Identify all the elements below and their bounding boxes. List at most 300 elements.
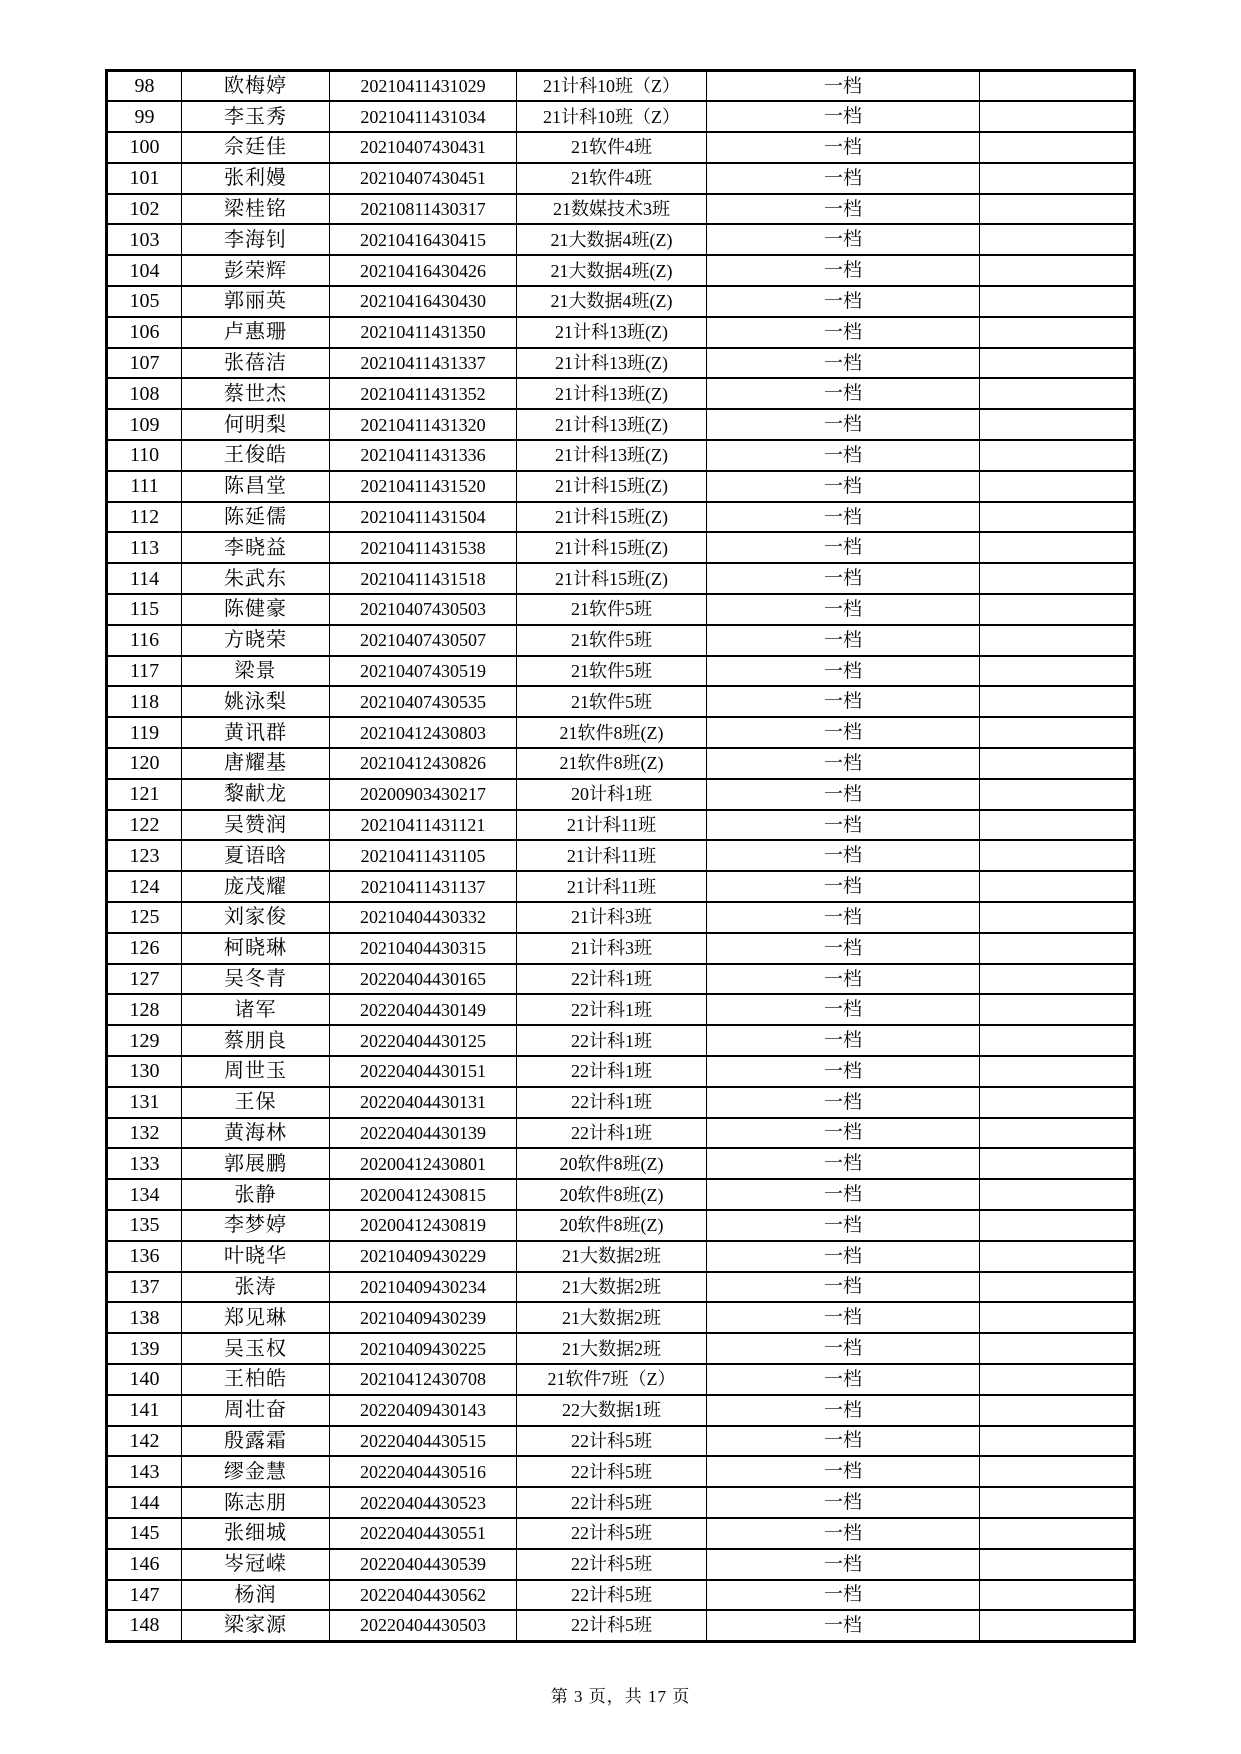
class-cell: 21计科3班 xyxy=(517,902,707,933)
row-number-cell: 100 xyxy=(107,132,182,163)
table-row xyxy=(107,933,1135,964)
student-name-cell: 彭荣辉 xyxy=(182,255,330,286)
class-cell: 21计科11班 xyxy=(517,840,707,871)
class-cell: 21软件8班(Z) xyxy=(517,717,707,748)
student-id-cell: 20210407430431 xyxy=(330,132,517,163)
level-cell: 一档 xyxy=(707,1272,980,1303)
table-row xyxy=(107,748,1135,779)
table-row xyxy=(107,810,1135,841)
row-number-cell: 135 xyxy=(107,1210,182,1241)
student-name-cell: 梁桂铭 xyxy=(182,194,330,225)
student-id-cell: 20220404430503 xyxy=(330,1610,517,1641)
table-row xyxy=(107,964,1135,995)
note-cell xyxy=(980,502,1135,533)
student-name-cell: 李海钊 xyxy=(182,224,330,255)
roster-body xyxy=(107,71,1135,1642)
level-cell: 一档 xyxy=(707,1210,980,1241)
note-cell xyxy=(980,1148,1135,1179)
level-cell: 一档 xyxy=(707,964,980,995)
note-cell xyxy=(980,1272,1135,1303)
class-cell: 21计科10班（Z） xyxy=(517,101,707,132)
student-name-cell: 姚泳梨 xyxy=(182,686,330,717)
table-row xyxy=(107,779,1135,810)
row-number-cell: 123 xyxy=(107,840,182,871)
class-cell: 22计科1班 xyxy=(517,1056,707,1087)
student-id-cell: 20210404430332 xyxy=(330,902,517,933)
student-id-cell: 20200412430819 xyxy=(330,1210,517,1241)
student-id-cell: 20210412430708 xyxy=(330,1364,517,1395)
note-cell xyxy=(980,1364,1135,1395)
class-cell: 21软件5班 xyxy=(517,656,707,687)
level-cell: 一档 xyxy=(707,1179,980,1210)
note-cell xyxy=(980,1025,1135,1056)
student-id-cell: 20220404430149 xyxy=(330,994,517,1025)
student-id-cell: 20210416430415 xyxy=(330,224,517,255)
student-name-cell: 周壮奋 xyxy=(182,1395,330,1426)
class-cell: 22计科1班 xyxy=(517,1087,707,1118)
row-number-cell: 120 xyxy=(107,748,182,779)
level-cell: 一档 xyxy=(707,255,980,286)
row-number-cell: 113 xyxy=(107,532,182,563)
level-cell: 一档 xyxy=(707,532,980,563)
level-cell: 一档 xyxy=(707,286,980,317)
row-number-cell: 138 xyxy=(107,1302,182,1333)
student-name-cell: 诸军 xyxy=(182,994,330,1025)
student-name-cell: 陈延儒 xyxy=(182,502,330,533)
row-number-cell: 116 xyxy=(107,625,182,656)
student-name-cell: 佘廷佳 xyxy=(182,132,330,163)
student-name-cell: 缪金慧 xyxy=(182,1456,330,1487)
row-number-cell: 141 xyxy=(107,1395,182,1426)
student-id-cell: 20210409430229 xyxy=(330,1241,517,1272)
class-cell: 21软件5班 xyxy=(517,686,707,717)
note-cell xyxy=(980,994,1135,1025)
row-number-cell: 134 xyxy=(107,1179,182,1210)
table-row xyxy=(107,1426,1135,1457)
level-cell: 一档 xyxy=(707,194,980,225)
class-cell: 21计科11班 xyxy=(517,810,707,841)
class-cell: 21大数据2班 xyxy=(517,1333,707,1364)
note-cell xyxy=(980,71,1135,102)
level-cell: 一档 xyxy=(707,871,980,902)
level-cell: 一档 xyxy=(707,224,980,255)
student-name-cell: 吴赞润 xyxy=(182,810,330,841)
level-cell: 一档 xyxy=(707,378,980,409)
student-name-cell: 张利嫚 xyxy=(182,163,330,194)
row-number-cell: 114 xyxy=(107,563,182,594)
student-id-cell: 20210411431350 xyxy=(330,317,517,348)
table-row xyxy=(107,1518,1135,1549)
table-row xyxy=(107,1364,1135,1395)
class-cell: 21软件4班 xyxy=(517,132,707,163)
student-id-cell: 20210411431029 xyxy=(330,71,517,102)
note-cell xyxy=(980,563,1135,594)
class-cell: 20软件8班(Z) xyxy=(517,1179,707,1210)
student-id-cell: 20210411431337 xyxy=(330,348,517,379)
student-id-cell: 20220404430523 xyxy=(330,1487,517,1518)
student-name-cell: 欧梅婷 xyxy=(182,71,330,102)
level-cell: 一档 xyxy=(707,1518,980,1549)
student-name-cell: 李晓益 xyxy=(182,532,330,563)
level-cell: 一档 xyxy=(707,1241,980,1272)
level-cell: 一档 xyxy=(707,594,980,625)
student-name-cell: 岑冠嵘 xyxy=(182,1549,330,1580)
note-cell xyxy=(980,1302,1135,1333)
note-cell xyxy=(980,532,1135,563)
class-cell: 21大数据4班(Z) xyxy=(517,286,707,317)
table-row xyxy=(107,1395,1135,1426)
level-cell: 一档 xyxy=(707,1456,980,1487)
student-id-cell: 20210416430430 xyxy=(330,286,517,317)
student-id-cell: 20210407430535 xyxy=(330,686,517,717)
student-id-cell: 20210412430803 xyxy=(330,717,517,748)
row-number-cell: 130 xyxy=(107,1056,182,1087)
student-name-cell: 王柏皓 xyxy=(182,1364,330,1395)
row-number-cell: 102 xyxy=(107,194,182,225)
student-name-cell: 郭展鹏 xyxy=(182,1148,330,1179)
student-id-cell: 20210411431121 xyxy=(330,810,517,841)
level-cell: 一档 xyxy=(707,440,980,471)
student-id-cell: 20220404430125 xyxy=(330,1025,517,1056)
note-cell xyxy=(980,748,1135,779)
class-cell: 21大数据2班 xyxy=(517,1302,707,1333)
class-cell: 21计科13班(Z) xyxy=(517,409,707,440)
student-name-cell: 周世玉 xyxy=(182,1056,330,1087)
class-cell: 21大数据2班 xyxy=(517,1241,707,1272)
class-cell: 22计科5班 xyxy=(517,1426,707,1457)
note-cell xyxy=(980,317,1135,348)
student-name-cell: 陈健豪 xyxy=(182,594,330,625)
note-cell xyxy=(980,1395,1135,1426)
table-row xyxy=(107,409,1135,440)
table-row xyxy=(107,1087,1135,1118)
student-id-cell: 20220404430151 xyxy=(330,1056,517,1087)
row-number-cell: 148 xyxy=(107,1610,182,1641)
note-cell xyxy=(980,656,1135,687)
level-cell: 一档 xyxy=(707,563,980,594)
table-row xyxy=(107,871,1135,902)
row-number-cell: 107 xyxy=(107,348,182,379)
student-id-cell: 20220409430143 xyxy=(330,1395,517,1426)
table-row xyxy=(107,1549,1135,1580)
row-number-cell: 106 xyxy=(107,317,182,348)
note-cell xyxy=(980,1056,1135,1087)
student-name-cell: 庞茂耀 xyxy=(182,871,330,902)
student-name-cell: 陈昌堂 xyxy=(182,471,330,502)
table-row xyxy=(107,132,1135,163)
row-number-cell: 143 xyxy=(107,1456,182,1487)
level-cell: 一档 xyxy=(707,748,980,779)
student-name-cell: 黄讯群 xyxy=(182,717,330,748)
table-row xyxy=(107,163,1135,194)
student-id-cell: 20210411431538 xyxy=(330,532,517,563)
student-name-cell: 夏语晗 xyxy=(182,840,330,871)
table-row xyxy=(107,840,1135,871)
table-row xyxy=(107,1210,1135,1241)
class-cell: 21计科15班(Z) xyxy=(517,563,707,594)
class-cell: 22计科5班 xyxy=(517,1518,707,1549)
class-cell: 21大数据4班(Z) xyxy=(517,224,707,255)
student-id-cell: 20220404430539 xyxy=(330,1549,517,1580)
table-row xyxy=(107,255,1135,286)
note-cell xyxy=(980,1333,1135,1364)
row-number-cell: 142 xyxy=(107,1426,182,1457)
table-row xyxy=(107,532,1135,563)
student-name-cell: 陈志朋 xyxy=(182,1487,330,1518)
row-number-cell: 124 xyxy=(107,871,182,902)
level-cell: 一档 xyxy=(707,1395,980,1426)
level-cell: 一档 xyxy=(707,1118,980,1149)
note-cell xyxy=(980,224,1135,255)
student-id-cell: 20210407430519 xyxy=(330,656,517,687)
table-row xyxy=(107,348,1135,379)
level-cell: 一档 xyxy=(707,1056,980,1087)
level-cell: 一档 xyxy=(707,625,980,656)
level-cell: 一档 xyxy=(707,71,980,102)
note-cell xyxy=(980,471,1135,502)
row-number-cell: 109 xyxy=(107,409,182,440)
level-cell: 一档 xyxy=(707,471,980,502)
class-cell: 21计科13班(Z) xyxy=(517,378,707,409)
student-name-cell: 叶晓华 xyxy=(182,1241,330,1272)
level-cell: 一档 xyxy=(707,1487,980,1518)
student-name-cell: 王俊皓 xyxy=(182,440,330,471)
note-cell xyxy=(980,163,1135,194)
student-name-cell: 卢惠珊 xyxy=(182,317,330,348)
student-id-cell: 20210411431518 xyxy=(330,563,517,594)
row-number-cell: 98 xyxy=(107,71,182,102)
class-cell: 21计科10班（Z） xyxy=(517,71,707,102)
note-cell xyxy=(980,440,1135,471)
row-number-cell: 136 xyxy=(107,1241,182,1272)
row-number-cell: 140 xyxy=(107,1364,182,1395)
table-row xyxy=(107,563,1135,594)
student-id-cell: 20210407430507 xyxy=(330,625,517,656)
note-cell xyxy=(980,1456,1135,1487)
row-number-cell: 137 xyxy=(107,1272,182,1303)
table-row xyxy=(107,224,1135,255)
table-row xyxy=(107,1056,1135,1087)
note-cell xyxy=(980,594,1135,625)
row-number-cell: 105 xyxy=(107,286,182,317)
row-number-cell: 108 xyxy=(107,378,182,409)
student-name-cell: 张细城 xyxy=(182,1518,330,1549)
table-row xyxy=(107,717,1135,748)
student-name-cell: 朱武东 xyxy=(182,563,330,594)
class-cell: 21计科15班(Z) xyxy=(517,532,707,563)
class-cell: 21计科15班(Z) xyxy=(517,471,707,502)
note-cell xyxy=(980,194,1135,225)
class-cell: 22计科1班 xyxy=(517,964,707,995)
level-cell: 一档 xyxy=(707,1580,980,1611)
table-row xyxy=(107,378,1135,409)
student-name-cell: 黄海林 xyxy=(182,1118,330,1149)
table-row xyxy=(107,1179,1135,1210)
note-cell xyxy=(980,255,1135,286)
class-cell: 21计科11班 xyxy=(517,871,707,902)
class-cell: 21软件7班（Z） xyxy=(517,1364,707,1395)
row-number-cell: 144 xyxy=(107,1487,182,1518)
class-cell: 21软件5班 xyxy=(517,625,707,656)
table-row xyxy=(107,502,1135,533)
student-id-cell: 20220404430515 xyxy=(330,1426,517,1457)
table-row xyxy=(107,471,1135,502)
level-cell: 一档 xyxy=(707,101,980,132)
table-row xyxy=(107,1025,1135,1056)
student-id-cell: 20210411431520 xyxy=(330,471,517,502)
row-number-cell: 147 xyxy=(107,1580,182,1611)
student-name-cell: 黎献龙 xyxy=(182,779,330,810)
table-row xyxy=(107,194,1135,225)
level-cell: 一档 xyxy=(707,1025,980,1056)
student-id-cell: 20210411431352 xyxy=(330,378,517,409)
note-cell xyxy=(980,1241,1135,1272)
table-row xyxy=(107,1610,1135,1641)
row-number-cell: 119 xyxy=(107,717,182,748)
student-id-cell: 20220404430139 xyxy=(330,1118,517,1149)
note-cell xyxy=(980,1087,1135,1118)
student-name-cell: 刘家俊 xyxy=(182,902,330,933)
table-row xyxy=(107,902,1135,933)
student-id-cell: 20220404430551 xyxy=(330,1518,517,1549)
table-row xyxy=(107,71,1135,102)
table-row xyxy=(107,1241,1135,1272)
row-number-cell: 111 xyxy=(107,471,182,502)
level-cell: 一档 xyxy=(707,317,980,348)
class-cell: 22计科5班 xyxy=(517,1580,707,1611)
student-id-cell: 20220404430562 xyxy=(330,1580,517,1611)
note-cell xyxy=(980,1549,1135,1580)
note-cell xyxy=(980,1118,1135,1149)
table-row xyxy=(107,994,1135,1025)
table-row xyxy=(107,101,1135,132)
row-number-cell: 122 xyxy=(107,810,182,841)
student-name-cell: 李梦婷 xyxy=(182,1210,330,1241)
note-cell xyxy=(980,625,1135,656)
student-name-cell: 吴玉权 xyxy=(182,1333,330,1364)
student-id-cell: 20210811430317 xyxy=(330,194,517,225)
student-name-cell: 何明梨 xyxy=(182,409,330,440)
page-footer: 第 3 页，共 17 页 xyxy=(550,1687,691,1706)
class-cell: 21计科13班(Z) xyxy=(517,348,707,379)
student-id-cell: 20210412430826 xyxy=(330,748,517,779)
level-cell: 一档 xyxy=(707,1610,980,1641)
note-cell xyxy=(980,409,1135,440)
table-row xyxy=(107,1580,1135,1611)
level-cell: 一档 xyxy=(707,502,980,533)
row-number-cell: 118 xyxy=(107,686,182,717)
class-cell: 21软件4班 xyxy=(517,163,707,194)
level-cell: 一档 xyxy=(707,717,980,748)
level-cell: 一档 xyxy=(707,1087,980,1118)
row-number-cell: 104 xyxy=(107,255,182,286)
student-name-cell: 郑见琳 xyxy=(182,1302,330,1333)
class-cell: 21软件8班(Z) xyxy=(517,748,707,779)
level-cell: 一档 xyxy=(707,409,980,440)
level-cell: 一档 xyxy=(707,348,980,379)
row-number-cell: 101 xyxy=(107,163,182,194)
level-cell: 一档 xyxy=(707,1333,980,1364)
row-number-cell: 126 xyxy=(107,933,182,964)
level-cell: 一档 xyxy=(707,656,980,687)
class-cell: 22计科1班 xyxy=(517,994,707,1025)
class-cell: 21大数据2班 xyxy=(517,1272,707,1303)
class-cell: 20软件8班(Z) xyxy=(517,1148,707,1179)
note-cell xyxy=(980,1487,1135,1518)
row-number-cell: 145 xyxy=(107,1518,182,1549)
student-id-cell: 20210411431034 xyxy=(330,101,517,132)
row-number-cell: 117 xyxy=(107,656,182,687)
class-cell: 21计科3班 xyxy=(517,933,707,964)
student-id-cell: 20210407430451 xyxy=(330,163,517,194)
row-number-cell: 110 xyxy=(107,440,182,471)
level-cell: 一档 xyxy=(707,1302,980,1333)
note-cell xyxy=(980,871,1135,902)
class-cell: 21数媒技术3班 xyxy=(517,194,707,225)
student-name-cell: 方晓荣 xyxy=(182,625,330,656)
student-name-cell: 唐耀基 xyxy=(182,748,330,779)
level-cell: 一档 xyxy=(707,933,980,964)
student-id-cell: 20200412430801 xyxy=(330,1148,517,1179)
level-cell: 一档 xyxy=(707,1549,980,1580)
student-id-cell: 20210409430234 xyxy=(330,1272,517,1303)
level-cell: 一档 xyxy=(707,132,980,163)
student-id-cell: 20210411431504 xyxy=(330,502,517,533)
table-row xyxy=(107,317,1135,348)
class-cell: 20软件8班(Z) xyxy=(517,1210,707,1241)
student-id-cell: 20210404430315 xyxy=(330,933,517,964)
level-cell: 一档 xyxy=(707,994,980,1025)
note-cell xyxy=(980,1610,1135,1641)
level-cell: 一档 xyxy=(707,1148,980,1179)
class-cell: 22计科5班 xyxy=(517,1549,707,1580)
level-cell: 一档 xyxy=(707,686,980,717)
class-cell: 21大数据4班(Z) xyxy=(517,255,707,286)
level-cell: 一档 xyxy=(707,902,980,933)
note-cell xyxy=(980,132,1135,163)
class-cell: 22计科5班 xyxy=(517,1610,707,1641)
note-cell xyxy=(980,779,1135,810)
class-cell: 22大数据1班 xyxy=(517,1395,707,1426)
table-row xyxy=(107,686,1135,717)
student-name-cell: 张蓓洁 xyxy=(182,348,330,379)
note-cell xyxy=(980,1580,1135,1611)
student-name-cell: 杨润 xyxy=(182,1580,330,1611)
student-name-cell: 蔡世杰 xyxy=(182,378,330,409)
table-row xyxy=(107,656,1135,687)
table-row xyxy=(107,440,1135,471)
note-cell xyxy=(980,286,1135,317)
class-cell: 21计科13班(Z) xyxy=(517,440,707,471)
note-cell xyxy=(980,933,1135,964)
note-cell xyxy=(980,1518,1135,1549)
row-number-cell: 125 xyxy=(107,902,182,933)
student-id-cell: 20220404430516 xyxy=(330,1456,517,1487)
student-id-cell: 20200412430815 xyxy=(330,1179,517,1210)
class-cell: 21软件5班 xyxy=(517,594,707,625)
student-name-cell: 李玉秀 xyxy=(182,101,330,132)
table-row xyxy=(107,1272,1135,1303)
table-row xyxy=(107,1487,1135,1518)
student-roster-table xyxy=(105,69,1136,1643)
student-id-cell: 20210411431336 xyxy=(330,440,517,471)
table-row xyxy=(107,1302,1135,1333)
class-cell: 22计科5班 xyxy=(517,1487,707,1518)
student-id-cell: 20210411431105 xyxy=(330,840,517,871)
class-cell: 21计科15班(Z) xyxy=(517,502,707,533)
note-cell xyxy=(980,1426,1135,1457)
note-cell xyxy=(980,1210,1135,1241)
